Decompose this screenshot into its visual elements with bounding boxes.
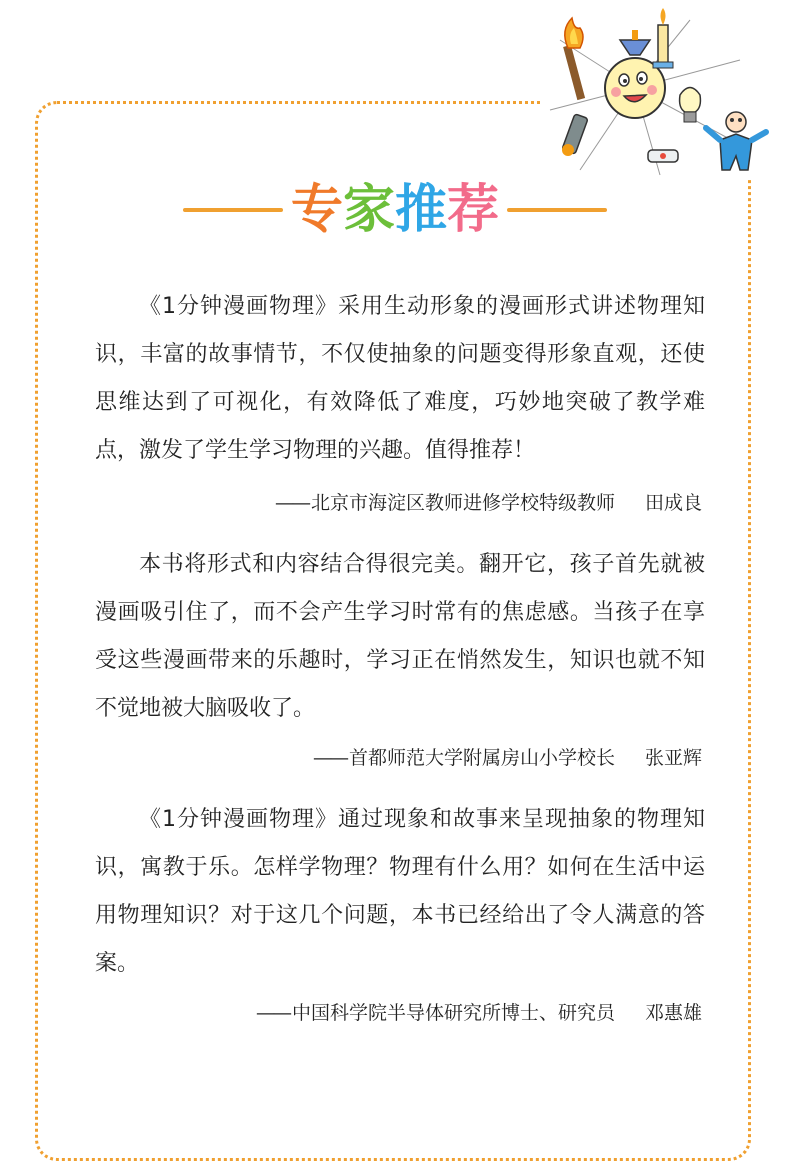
attribution-name: 张亚辉 xyxy=(644,747,702,769)
recommendation-1-attribution xyxy=(275,488,702,515)
title-char-2: 家 xyxy=(342,180,395,240)
attribution-dash: —— xyxy=(255,1002,290,1024)
recommendation-2 xyxy=(95,541,705,733)
section-title xyxy=(170,170,620,250)
attribution-name: 田成良 xyxy=(644,492,702,514)
attribution-source: 北京市海淀区教师进修学校特级教师 xyxy=(310,492,615,514)
recommendation-3-attribution xyxy=(256,998,702,1025)
title-char-1: 专 xyxy=(290,180,343,240)
title-char-3: 推 xyxy=(395,180,448,240)
recommendation-1-text: 《1分钟漫画物理》采用生动形象的漫画形式讲述物理知识，丰富的故事情节，不仅使抽象的问题变得形象直观，还使思维达到了可视化，有效降低了难度，巧妙地突破了教学难点，激发了学生学习物理的兴趣。值得推荐！ xyxy=(95,294,705,463)
recommendation-3-text: 《1分钟漫画物理》通过现象和故事来呈现抽象的物理知识，寓教于乐。怎样学物理？物理有什么用？如何在生活中运用物理知识？对于这几个问题，本书已经给出了令人满意的答案。 xyxy=(95,807,705,976)
title-char-4: 荐 xyxy=(447,180,500,240)
attribution-dash: —— xyxy=(274,492,309,514)
cartoon-lightbulb-character-icon xyxy=(540,0,790,178)
recommendation-3 xyxy=(95,796,705,988)
recommendation-2-text: 本书将形式和内容结合得很完美。翻开它，孩子首先就被漫画吸引住了，而不会产生学习时常有的焦虑感。当孩子在享受这些漫画带来的乐趣时，学习正在悄然发生，知识也就不知不觉地被大脑吸收了。 xyxy=(95,552,705,721)
title-decor-line-left xyxy=(183,208,283,212)
cartoon-illustration xyxy=(540,0,790,178)
attribution-source: 首都师范大学附属房山小学校长 xyxy=(348,747,615,769)
recommendation-1 xyxy=(95,283,705,475)
recommendation-2-attribution xyxy=(313,743,702,770)
attribution-source: 中国科学院半导体研究所博士、研究员 xyxy=(291,1002,615,1024)
title-decor-line-right xyxy=(507,208,607,212)
attribution-dash: —— xyxy=(312,747,347,769)
attribution-name: 邓惠雄 xyxy=(644,1002,702,1024)
